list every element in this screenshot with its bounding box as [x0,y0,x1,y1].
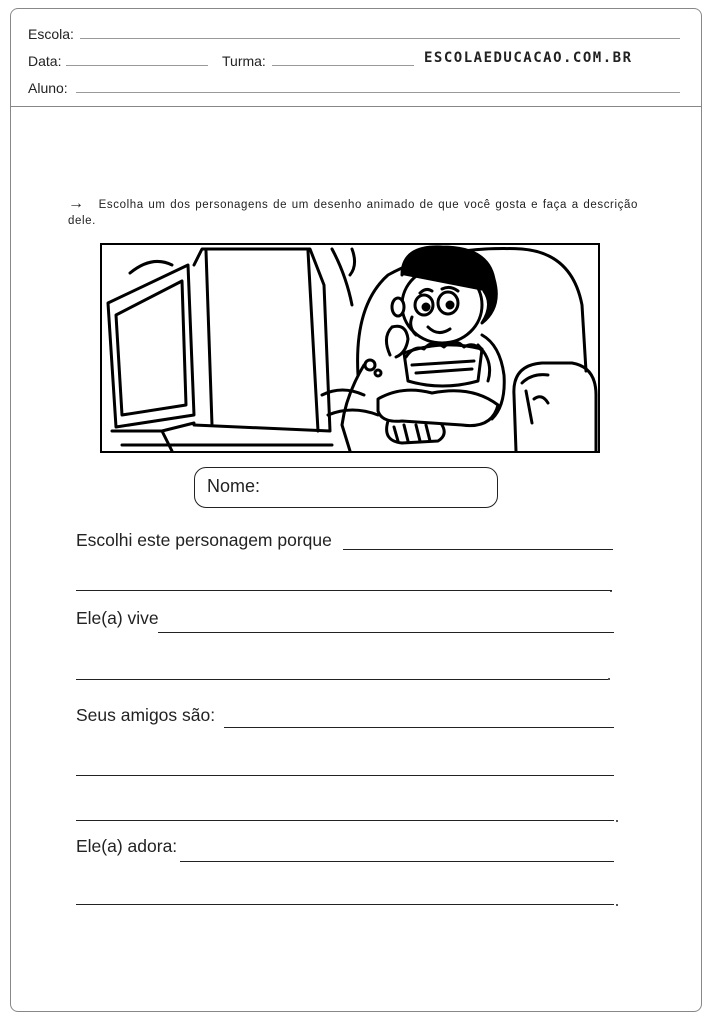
name-label: Nome: [207,476,261,496]
school-label: Escola: [28,26,74,42]
boy-watching-tv-illustration [100,243,600,453]
question-label: Ele(a) vive [76,608,159,628]
answer-line[interactable] [76,679,608,680]
line-end-dot [610,590,612,592]
class-field[interactable] [272,65,414,66]
student-label: Aluno: [28,80,68,96]
instruction [68,196,638,229]
question-label: Escolhi este personagem porque [76,530,332,550]
class-label: Turma: [222,53,266,69]
answer-line[interactable] [76,775,614,776]
answer-line[interactable] [343,549,613,550]
instruction-text: Escolha um dos personagens de um desenho animado de que você gosta e faça a descrição dele. [68,199,638,227]
line-end-dot [608,678,610,680]
school-field[interactable] [80,38,680,39]
header-divider [10,106,702,107]
question-label: Ele(a) adora: [76,836,178,856]
student-field[interactable] [76,92,680,93]
question-label: Seus amigos são: [76,705,216,725]
site-name: ESCOLAEDUCACAO.COM.BR [424,50,633,66]
arrow-right-icon: → [68,195,85,212]
answer-line[interactable] [76,904,614,905]
date-field[interactable] [66,65,208,66]
answer-line[interactable] [76,820,614,821]
line-end-dot [616,820,618,822]
line-end-dot [616,904,618,906]
answer-line[interactable] [180,861,614,862]
name-box[interactable] [194,467,498,508]
answer-line[interactable] [76,590,612,591]
answer-line[interactable] [224,727,614,728]
date-label: Data: [28,53,62,69]
answer-line[interactable] [158,632,614,633]
